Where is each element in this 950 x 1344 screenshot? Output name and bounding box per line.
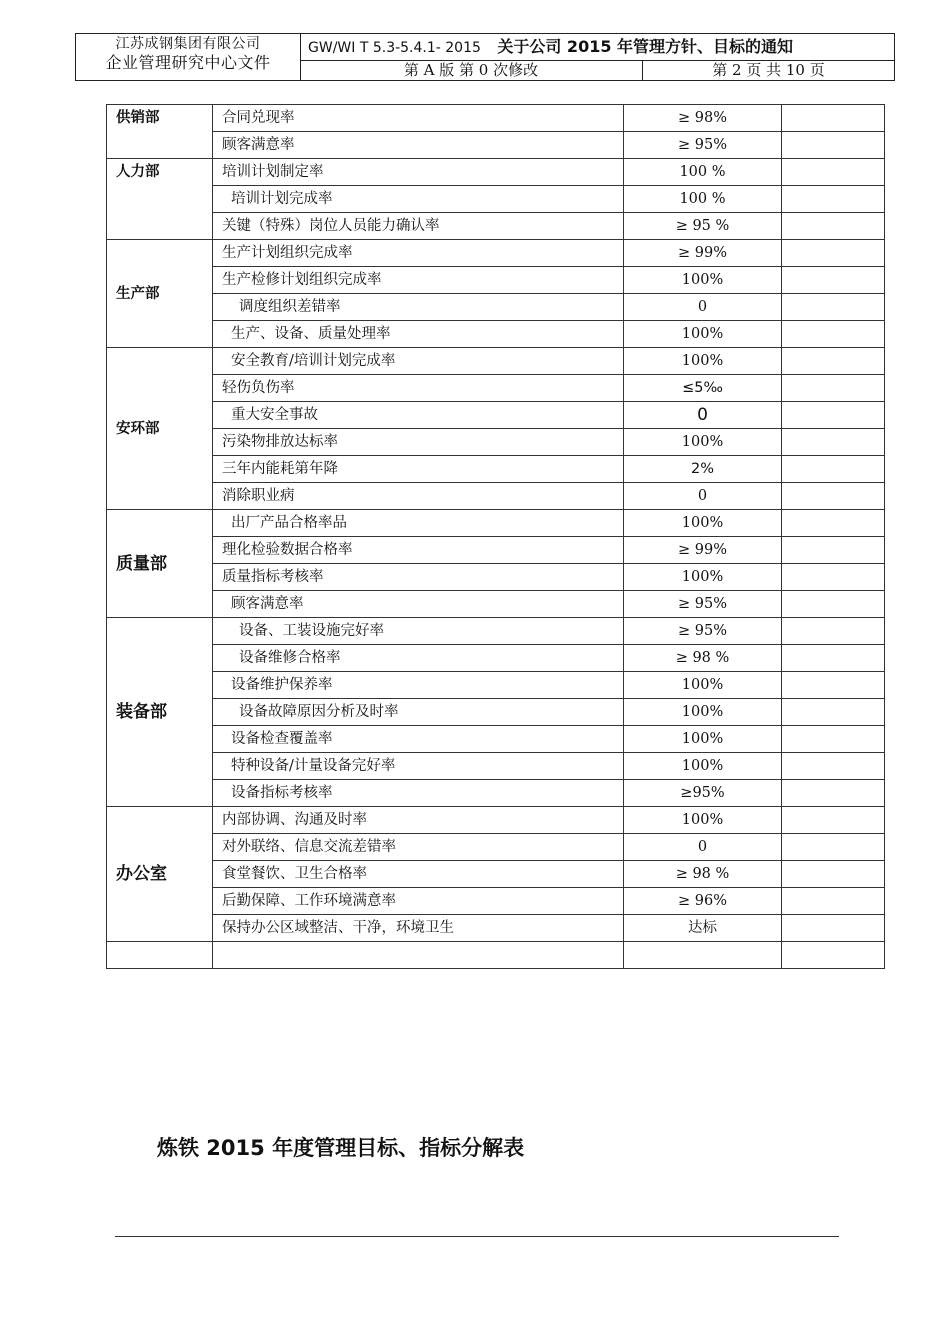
- table-row: [107, 699, 885, 726]
- target-cell: 100%: [624, 807, 782, 834]
- empty-cell: [782, 672, 885, 699]
- target-cell: ≥ 95%: [624, 618, 782, 645]
- empty-cell: [782, 348, 885, 375]
- target-cell: 0: [624, 294, 782, 321]
- empty-cell: [782, 375, 885, 402]
- empty-cell: [782, 456, 885, 483]
- target-cell: 100%: [624, 564, 782, 591]
- empty-cell: [782, 402, 885, 429]
- indicator-cell: 保持办公区域整洁、干净，环境卫生: [213, 915, 624, 942]
- empty-cell: [782, 132, 885, 159]
- indicator-cell: 培训计划完成率: [213, 186, 624, 213]
- target-cell: 100%: [624, 699, 782, 726]
- table-row: [107, 348, 885, 375]
- target-cell: ≥ 95%: [624, 591, 782, 618]
- indicator-cell: 三年内能耗第年降: [213, 456, 624, 483]
- empty-cell: [782, 645, 885, 672]
- page-number: 第 2 页 共 10 页: [712, 61, 825, 79]
- table-row: [107, 456, 885, 483]
- target-cell: ≥ 99%: [624, 240, 782, 267]
- dept-cell: 质量部: [107, 510, 213, 618]
- indicator-cell: 调度组织差错率: [213, 294, 624, 321]
- target-cell: ≤5‰: [624, 375, 782, 402]
- target-cell: 100%: [624, 348, 782, 375]
- table-row: [107, 132, 885, 159]
- table-row: [107, 483, 885, 510]
- table-row: [107, 429, 885, 456]
- indicator-cell: 消除职业病: [213, 483, 624, 510]
- table-row: [107, 510, 885, 537]
- empty-cell: [782, 834, 885, 861]
- empty-cell: [782, 213, 885, 240]
- table-row: [107, 672, 885, 699]
- table-row-empty: [107, 942, 885, 969]
- dept-cell: 人力部: [107, 159, 213, 240]
- indicator-cell: 生产检修计划组织完成率: [213, 267, 624, 294]
- empty-cell: [782, 915, 885, 942]
- target-cell: 0: [624, 402, 782, 429]
- indicator-cell: 顾客满意率: [213, 132, 624, 159]
- empty-cell: [782, 267, 885, 294]
- target-cell: 2%: [624, 456, 782, 483]
- target-cell: ≥ 98 %: [624, 861, 782, 888]
- dept-cell: 装备部: [107, 618, 213, 807]
- empty-cell: [782, 510, 885, 537]
- empty-cell: [782, 321, 885, 348]
- indicator-cell: 污染物排放达标率: [213, 429, 624, 456]
- target-cell: ≥ 98 %: [624, 645, 782, 672]
- table-row: [107, 402, 885, 429]
- empty-cell: [213, 942, 624, 969]
- empty-cell: [782, 699, 885, 726]
- table-row: [107, 294, 885, 321]
- table-row: [107, 618, 885, 645]
- indicator-cell: 生产、设备、质量处理率: [213, 321, 624, 348]
- indicator-cell: 出厂产品合格率品: [213, 510, 624, 537]
- dept-cell: 生产部: [107, 240, 213, 348]
- indicator-cell: 理化检验数据合格率: [213, 537, 624, 564]
- table-row: [107, 186, 885, 213]
- table-row: [107, 213, 885, 240]
- target-cell: 100%: [624, 672, 782, 699]
- empty-cell: [782, 888, 885, 915]
- indicator-cell: 设备故障原因分析及时率: [213, 699, 624, 726]
- table-row: [107, 645, 885, 672]
- document-title-row: [300, 34, 894, 61]
- indicator-cell: 设备维修合格率: [213, 645, 624, 672]
- table-row: [107, 726, 885, 753]
- indicator-cell: 质量指标考核率: [213, 564, 624, 591]
- table-row: [107, 564, 885, 591]
- target-cell: 100%: [624, 726, 782, 753]
- table-row: [107, 240, 885, 267]
- document-version: 第 A 版 第 0 次修改: [300, 61, 643, 80]
- empty-cell: [782, 483, 885, 510]
- empty-cell: [782, 564, 885, 591]
- empty-cell: [107, 942, 213, 969]
- empty-cell: [782, 942, 885, 969]
- table-row: [107, 321, 885, 348]
- target-cell: 达标: [624, 915, 782, 942]
- table-row: [107, 105, 885, 132]
- empty-cell: [782, 240, 885, 267]
- table-row: [107, 780, 885, 807]
- target-cell: 100%: [624, 321, 782, 348]
- indicator-cell: 轻伤负伤率: [213, 375, 624, 402]
- target-cell: 100 %: [624, 159, 782, 186]
- table-row: [107, 375, 885, 402]
- empty-cell: [782, 186, 885, 213]
- organization-name: 江苏成钢集团有限公司: [115, 36, 261, 52]
- target-cell: 0: [624, 834, 782, 861]
- indicator-cell: 后勤保障、工作环境满意率: [213, 888, 624, 915]
- targets-table: [106, 104, 885, 969]
- empty-cell: [782, 807, 885, 834]
- indicator-cell: 设备维护保养率: [213, 672, 624, 699]
- empty-cell: [782, 429, 885, 456]
- indicator-cell: 设备检查覆盖率: [213, 726, 624, 753]
- empty-cell: [782, 537, 885, 564]
- table-row: [107, 537, 885, 564]
- horizontal-rule: [115, 1236, 839, 1237]
- target-cell: ≥ 99%: [624, 537, 782, 564]
- target-cell: 100 %: [624, 186, 782, 213]
- indicator-cell: 食堂餐饮、卫生合格率: [213, 861, 624, 888]
- indicator-cell: 培训计划制定率: [213, 159, 624, 186]
- document-code: GW/WI T 5.3-5.4.1- 2015: [308, 40, 481, 56]
- empty-cell: [782, 753, 885, 780]
- document-header: [75, 33, 895, 81]
- target-cell: ≥ 95%: [624, 132, 782, 159]
- table-row: [107, 267, 885, 294]
- empty-cell: [782, 726, 885, 753]
- indicator-cell: 重大安全事故: [213, 402, 624, 429]
- empty-cell: [624, 942, 782, 969]
- table-row: [107, 591, 885, 618]
- indicator-cell: 设备指标考核率: [213, 780, 624, 807]
- target-cell: ≥95%: [624, 780, 782, 807]
- empty-cell: [782, 159, 885, 186]
- empty-cell: [782, 105, 885, 132]
- indicator-cell: 安全教育/培训计划完成率: [213, 348, 624, 375]
- target-cell: 100%: [624, 429, 782, 456]
- empty-cell: [782, 861, 885, 888]
- empty-cell: [782, 591, 885, 618]
- target-cell: 100%: [624, 267, 782, 294]
- target-cell: 100%: [624, 510, 782, 537]
- indicator-cell: 合同兑现率: [213, 105, 624, 132]
- target-cell: 0: [624, 483, 782, 510]
- target-cell: 100%: [624, 753, 782, 780]
- dept-cell: 供销部: [107, 105, 213, 159]
- target-cell: ≥ 98%: [624, 105, 782, 132]
- table-row: [107, 834, 885, 861]
- table-row: [107, 861, 885, 888]
- table-row: [107, 159, 885, 186]
- section-title: 炼铁 2015 年度管理目标、指标分解表: [157, 1136, 525, 1160]
- indicator-cell: 对外联络、信息交流差错率: [213, 834, 624, 861]
- organization-block: [76, 34, 301, 80]
- table-row: [107, 807, 885, 834]
- dept-cell: 安环部: [107, 348, 213, 510]
- table-row: [107, 915, 885, 942]
- table-row: [107, 753, 885, 780]
- indicator-cell: 关键（特殊）岗位人员能力确认率: [213, 213, 624, 240]
- indicator-cell: 顾客满意率: [213, 591, 624, 618]
- target-cell: ≥ 95 %: [624, 213, 782, 240]
- table-row: [107, 888, 885, 915]
- target-cell: ≥ 96%: [624, 888, 782, 915]
- empty-cell: [782, 780, 885, 807]
- indicator-cell: 特种设备/计量设备完好率: [213, 753, 624, 780]
- document-title: 关于公司 2015 年管理方针、目标的通知: [497, 37, 794, 56]
- dept-cell: 办公室: [107, 807, 213, 942]
- indicator-cell: 生产计划组织完成率: [213, 240, 624, 267]
- empty-cell: [782, 294, 885, 321]
- indicator-cell: 设备、工装设施完好率: [213, 618, 624, 645]
- empty-cell: [782, 618, 885, 645]
- department-name: 企业管理研究中心文件: [105, 53, 271, 72]
- indicator-cell: 内部协调、沟通及时率: [213, 807, 624, 834]
